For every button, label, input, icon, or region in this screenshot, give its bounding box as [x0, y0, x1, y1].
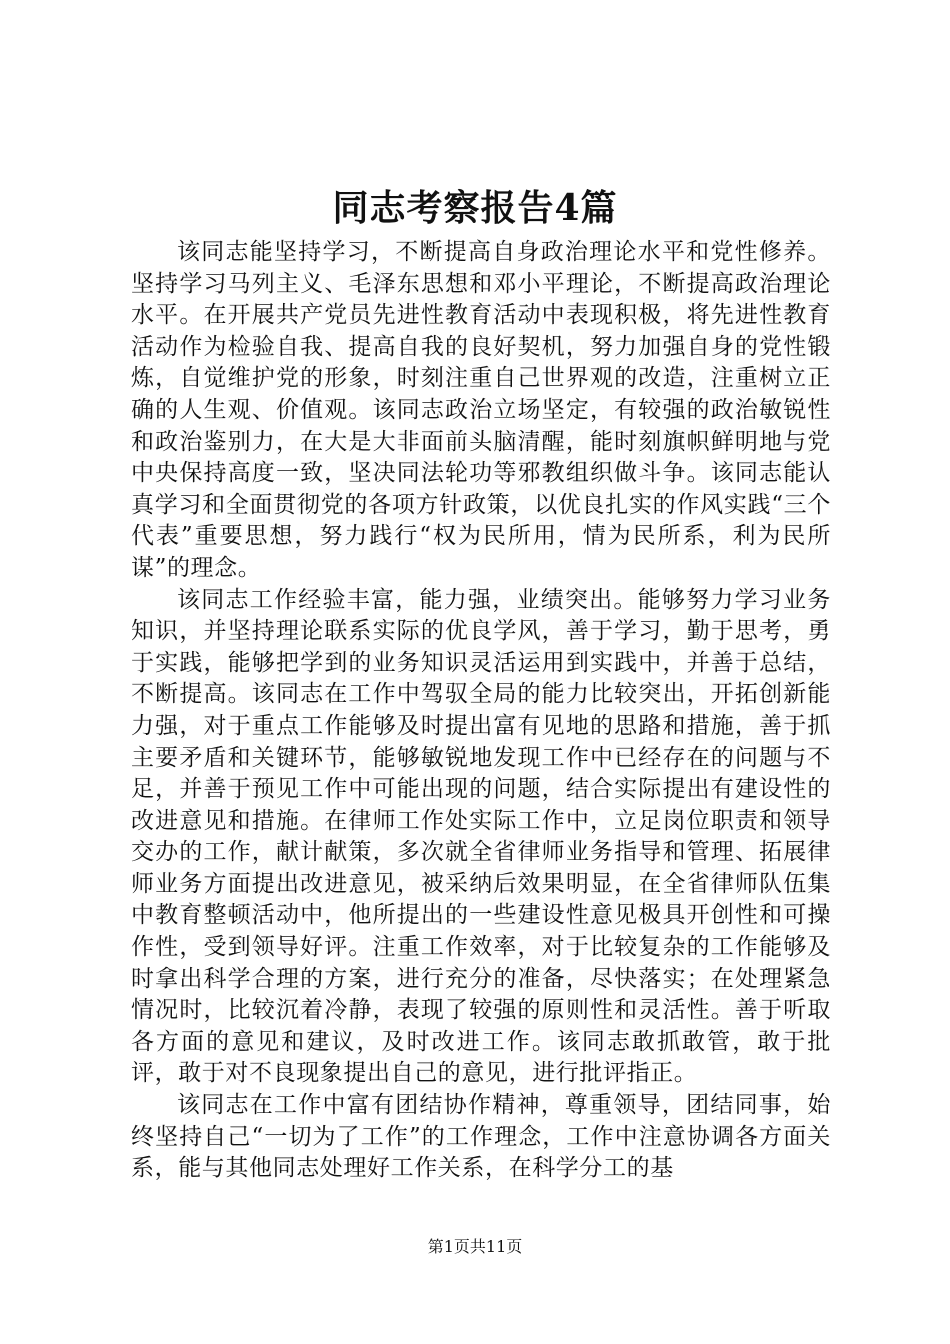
body-paragraph-3: 该同志在工作中富有团结协作精神，尊重领导，团结同事，始终坚持自己“一切为了工作”的工作理念，工作中注意协调各方面关系，能与其他同志处理好工作关系，在科学分工的基 — [131, 1092, 831, 1182]
page-footer — [0, 1236, 950, 1258]
page-total: 共11页 — [469, 1237, 523, 1256]
document-body — [131, 237, 831, 1185]
page-number: 第1页 — [427, 1237, 470, 1256]
document-title: 同志考察报告4篇 — [332, 187, 618, 229]
body-paragraph-2: 该同志工作经验丰富，能力强，业绩突出。能够努力学习业务知识，并坚持理论联系实际的优良学风，善于学习，勤于思考，勇于实践，能够把学到的业务知识灵活运用到实践中，并善于总结，不断提高。该同志在工作中驾驭全局的能力比较突出，开拓创新能力强，对于重点工作能够及时提出富有见地的思路和措施，善于抓主要矛盾和关键环节，能够敏锐地发现工作中已经存在的问题与不足，并善于预见工作中可能出现的问题，结合实际提出有建设性的改进意见和措施。在律师工作处实际工作中，立足岗位职责和领导交办的工作，献计献策，多次就全省律师业务指导和管理、拓展律师业务方面提出改进意见，被采纳后效果明显，在全省律师队伍集中教育整顿活动中，他所提出的一些建设性意见极具开创性和可操作性，受到领导好评。注重工作效率，对于比较复杂的工作能够及时拿出科学合理的方案，进行充分的准备，尽快落实；在处理紧急情况时，比较沉着冷静，表现了较强的原则性和灵活性。善于听取各方面的意见和建议，及时改进工作。该同志敢抓敢管，敢于批评，敢于对不良现象提出自己的意见，进行批评指正。 — [131, 586, 831, 1087]
body-paragraph-1: 该同志能坚持学习，不断提高自身政治理论水平和党性修养。坚持学习马列主义、毛泽东思想和邓小平理论，不断提高政治理论水平。在开展共产党员先进性教育活动中表现积极，将先进性教育活动作为检验自我、提高自我的良好契机，努力加强自身的党性锻炼，自觉维护党的形象，时刻注重自己世界观的改造，注重树立正确的人生观、价值观。该同志政治立场坚定，有较强的政治敏锐性和政治鉴别力，在大是大非面前头脑清醒，能时刻旗帜鲜明地与党中央保持高度一致，坚决同法轮功等邪教组织做斗争。该同志能认真学习和全面贯彻党的各项方针政策，以优良扎实的作风实践“三个代表”重要思想，努力践行“权为民所用，情为民所系，利为民所谋”的理念。 — [131, 239, 831, 581]
